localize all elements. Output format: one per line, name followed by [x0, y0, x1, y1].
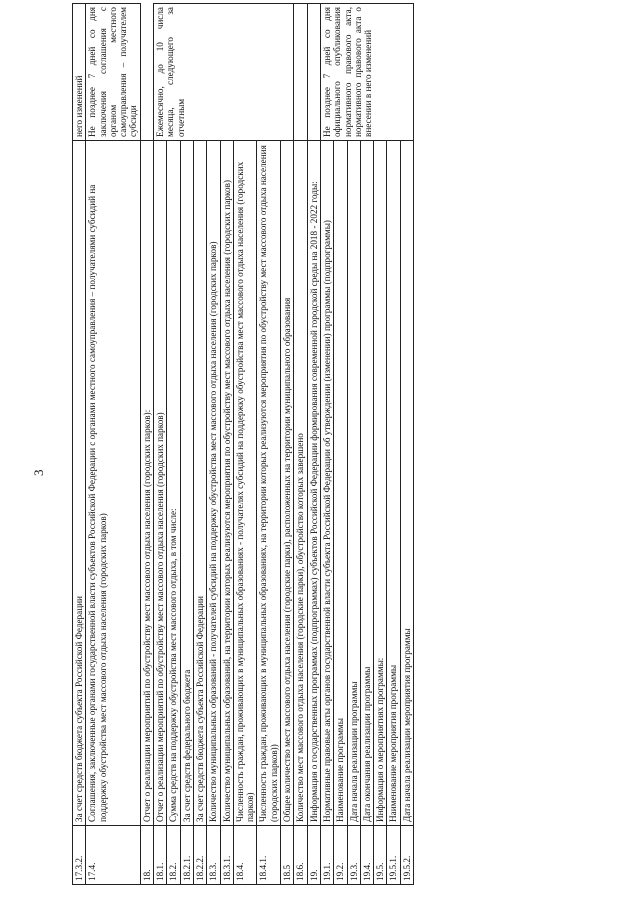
table-row: [154, 4, 167, 885]
table-row: [73, 4, 86, 885]
document-table: [72, 3, 414, 885]
table-body: [73, 4, 414, 885]
row-number: 18.3.: [207, 826, 220, 885]
row-description: Численность граждан, проживающих в муниципальных образованиях - получателях субсидий на поддержку обустройства мест массового отдыха населения (городских парков): [233, 141, 257, 826]
row-number: 19.5.: [374, 826, 387, 885]
row-deadline: Не позднее 7 дней со дня официального опубликования нормативного правового акта, нормативного правового акта о внесении в него изменений: [320, 4, 413, 141]
row-number: 18.6.: [294, 826, 307, 885]
row-description: Нормативные правовые акты органов государственной власти субъекта Российской Федерации об утверждении (изменении) программы (подпрограммы): [320, 141, 333, 826]
row-description: Дата окончания реализации программы: [360, 141, 373, 826]
row-number: 18.5: [281, 826, 294, 885]
row-description: За счет средств федерального бюджета: [180, 141, 193, 826]
row-number: 18.2.2.: [193, 826, 206, 885]
row-number: 18.: [140, 826, 153, 885]
row-number: 19.4.: [360, 826, 373, 885]
row-description: Соглашения, заключенные органами государственной власти субъектов Российской Федерации с органами местного самоуправления – получателями субсидий на поддержку обустройства мест массового отдыха населения (городских парков): [86, 141, 140, 826]
row-description: Общее количество мест массового отдыха населения (городские парки), расположенных на территории муниципального образования: [281, 141, 294, 826]
row-description: Отчет о реализации мероприятий по обустройству мест массового отдыха населения (городских парков):: [140, 141, 153, 826]
row-description: Наименование мероприятия программы: [387, 141, 400, 826]
row-deadline: [294, 4, 307, 141]
row-description: Дата начала реализации мероприятия программы: [400, 141, 413, 826]
row-description: Дата начала реализации программы: [347, 141, 360, 826]
row-number: 18.4.1.: [257, 826, 281, 885]
document-table-container: [72, 7, 582, 885]
row-number: 19.1.: [320, 826, 333, 885]
table-row: [86, 4, 140, 885]
row-deadline: [307, 4, 320, 141]
row-number: 17.4.: [86, 826, 140, 885]
row-number: 18.1.: [154, 826, 167, 885]
row-description: Отчет о реализации мероприятий по обустройству мест массового отдыха населения (городских парков): [154, 141, 167, 826]
table-row: [294, 4, 307, 885]
row-description: Количество муниципальных образований, на территории которых реализуются мероприятия по обустройству мест массового отдыха населения (городских парков): [220, 141, 233, 826]
page-number: 3: [31, 469, 46, 476]
table-row: [307, 4, 320, 885]
row-description: Сумма средств на поддержку обустройства мест массового отдыха, в том числе:: [167, 141, 180, 826]
table-row: [140, 4, 153, 885]
row-description: Информация о государственных программах (подпрограммах) субъектов Российской Федерации формирования современной городской среды на 2018 - 2022 годы:: [307, 141, 320, 826]
row-number: 18.2.1.: [180, 826, 193, 885]
row-description: Количество муниципальных образований - получателей субсидий на поддержку обустройства мест массового отдыха населения (городских парков): [207, 141, 220, 826]
row-number: 17.3.2.: [73, 826, 86, 885]
row-number: 19.5.1.: [387, 826, 400, 885]
row-description: Количество мест массового отдыха населения (городские парки), обустройство которых завершено: [294, 141, 307, 826]
row-description: За счет средств бюджета субъекта Российской Федерации: [73, 141, 86, 826]
row-number: 18.2.: [167, 826, 180, 885]
row-number: 19.3.: [347, 826, 360, 885]
row-number: 19.: [307, 826, 320, 885]
row-number: 19.5.2.: [400, 826, 413, 885]
row-number: 18.4.: [233, 826, 257, 885]
row-description: За счет средств бюджета субъекта Российской Федерации: [193, 141, 206, 826]
row-description: Численность граждан, проживающих в муниципальных образованиях, на территории которых реализуются мероприятия по обустройству мест массового отдыха населения (городских парков)): [257, 141, 281, 826]
row-description: Наименование программы: [334, 141, 347, 826]
row-number: 19.2.: [334, 826, 347, 885]
row-number: 18.3.1.: [220, 826, 233, 885]
table-row: [320, 4, 333, 885]
row-deadline: Не позднее 7 дней со дня заключения соглашения с органом местного самоуправления – получателем субсиди: [86, 4, 140, 141]
row-deadline: него изменений: [73, 4, 86, 141]
row-description: Информация о мероприятиях программы:: [374, 141, 387, 826]
row-deadline: Ежемесячно, до 10 числа месяца, следующего за отчетным: [154, 4, 294, 141]
